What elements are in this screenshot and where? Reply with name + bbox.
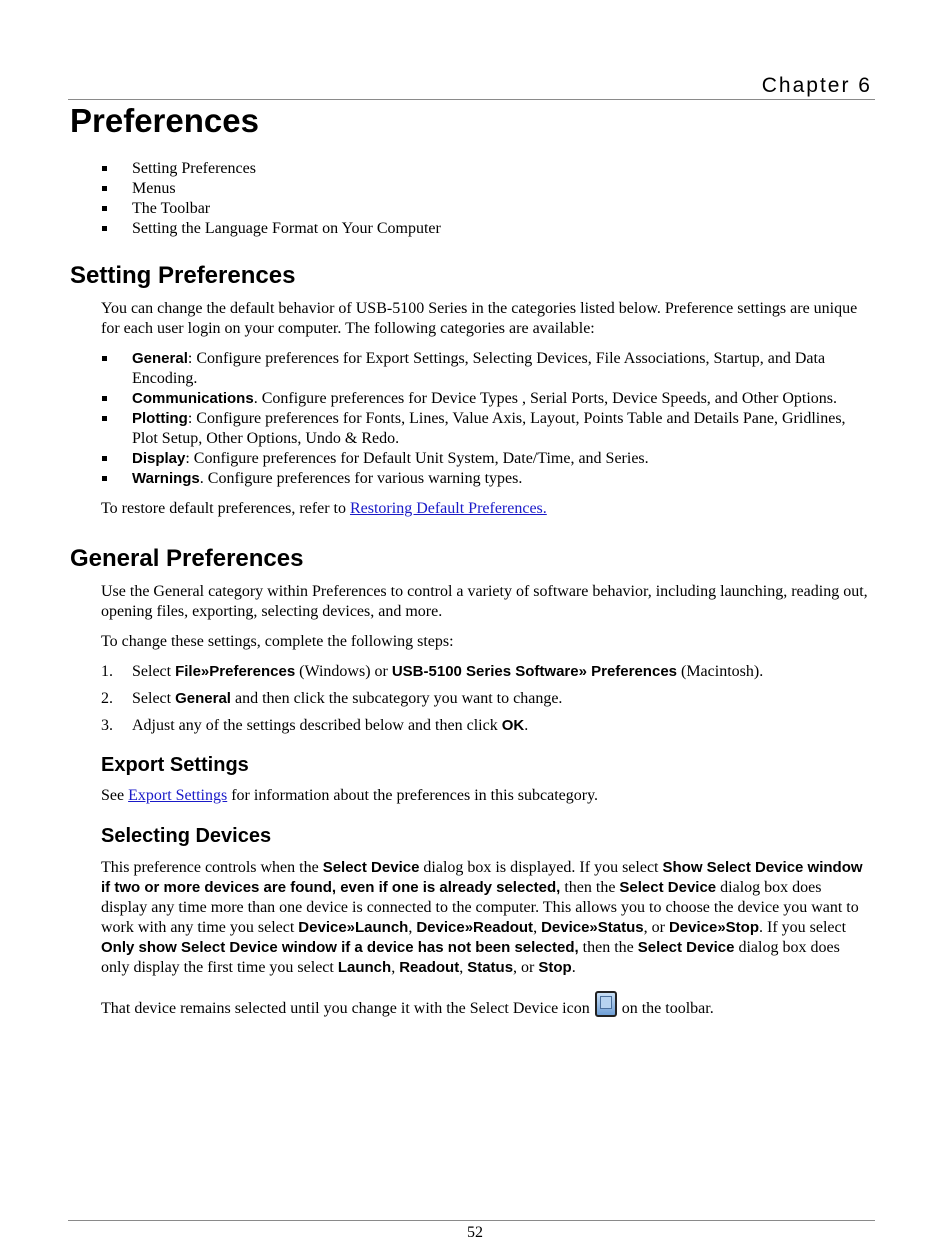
footer-rule [68,1220,875,1221]
chapter-label: Chapter 6 [761,74,872,97]
paragraph: You can change the default behavior of USB-5100 Series in the categories listed below. Preference settings are unique for each user login on your computer. The following categories are available: [101,300,858,337]
restore-defaults-link[interactable]: Restoring Default Preferences. [349,500,547,517]
paragraph: To restore default preferences, refer to Restoring Default Preferences. [101,500,547,517]
list-item: Communications. Configure preferences for Device Types , Serial Ports, Device Speeds, and Other Options. [70,389,870,409]
list-item: Display: Configure preferences for Default Unit System, Date/Time, and Series. [70,449,870,469]
page-title: Preferences [70,102,259,139]
list-item: Plotting: Configure preferences for Fonts, Lines, Value Axis, Layout, Points Table and Details Pane, Gridlines, Plot Setup, Other Options, Undo & Redo. [70,409,870,449]
step-item: 2. Select General and then click the subcategory you want to change. [101,690,563,707]
subsection-heading: Selecting Devices [101,825,272,847]
steps-list [70,662,870,736]
toc-item: Menus [70,179,870,199]
paragraph: This preference controls when the Select Device dialog box is displayed. If you select Show Select Device window if two or more devices are found, even if one is already selected, then the Select Device dialog box does display any time more than one device is connected to the computer. This allows you to choose the device you want to work with any time you select Device»Launch, Device»Readout, Device»Status, or Device»Stop. If you select Only show Select Device window if a device has not been selected, then the Select Device dialog box does only display the first time you select Launch, Readout, Status, or Stop. [101,859,863,976]
paragraph: To change these settings, complete the following steps: [101,633,454,650]
paragraph: Use the General category within Preferences to control a variety of software behavior, including launching, reading out, opening files, exporting, selecting devices, and more. [101,583,868,620]
step-item: 1. Select File»Preferences (Windows) or USB-5100 Series Software» Preferences (Macintosh). [101,663,764,680]
subsection-heading: Export Settings [101,754,249,776]
paragraph: See Export Settings for information about the preferences in this subcategory. [101,787,599,804]
toc-item: Setting Preferences [70,159,870,179]
paragraph: That device remains selected until you change it with the Select Device icon on the toolbar. [101,991,870,1019]
page-content [70,100,870,1019]
page-number: 52 [467,1224,483,1241]
toc-item: The Toolbar [70,199,870,219]
toc-item: Setting the Language Format on Your Computer [70,219,870,239]
select-device-icon [595,991,617,1017]
section-heading: Setting Preferences [70,262,296,289]
list-item: General: Configure preferences for Export Settings, Selecting Devices, File Associations, Startup, and Data Encoding. [70,349,870,389]
section-heading: General Preferences [70,545,304,572]
export-settings-link[interactable]: Export Settings [128,787,228,804]
category-list [70,349,870,489]
step-item: 3. Adjust any of the settings described below and then click OK. [101,717,529,734]
chapter-toc [70,159,870,239]
list-item: Warnings. Configure preferences for various warning types. [70,469,870,489]
